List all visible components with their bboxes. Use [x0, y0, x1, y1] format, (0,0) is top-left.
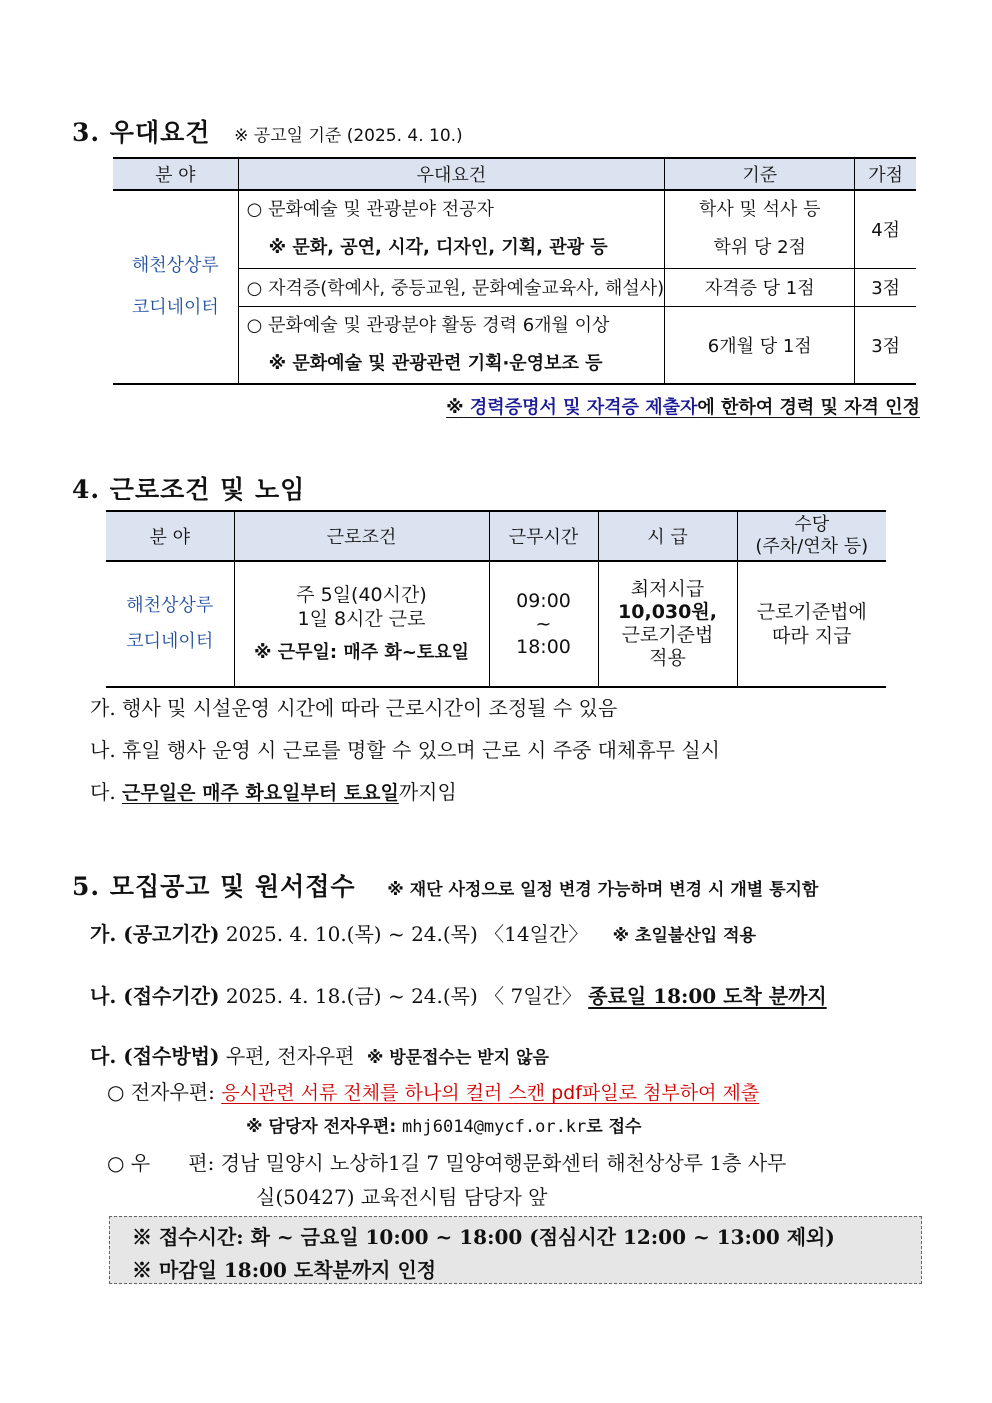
- standard-cell: 6개월 당 1점: [665, 306, 855, 384]
- receipt-period-label: 나. (접수기간): [90, 984, 220, 1008]
- wage-line-1: 최저시급: [630, 578, 705, 600]
- wage-line-3: 근로기준법: [621, 624, 714, 646]
- reception-time-box: [109, 1216, 922, 1284]
- standard-cell: [665, 190, 855, 268]
- footnote-text: 에 한하여 경력 및 자격 인정: [697, 397, 920, 418]
- preference-table: [113, 157, 916, 385]
- allowance-line-2: 따라 지급: [772, 625, 852, 647]
- table-header-row: [106, 511, 886, 561]
- preference-footnote: [446, 393, 920, 419]
- wage-amount: 10,030원,: [618, 601, 717, 623]
- standard-cell: 자격증 당 1점: [665, 268, 855, 306]
- receipt-method-note: ※ 방문접수는 받지 않음: [366, 1048, 549, 1068]
- work-condition-table: [106, 510, 886, 688]
- points-cell: 3점: [855, 268, 916, 306]
- email-note-prefix: ※ 담당자 전자우편:: [246, 1117, 403, 1137]
- receipt-method-text: 우편, 전자우편: [225, 1044, 355, 1068]
- requirement-text: ○ 문화예술 및 관광분야 전공자: [246, 199, 494, 221]
- condition-cell: [234, 561, 489, 687]
- receipt-period-deadline: 종료일 18:00 도착 분까지: [588, 984, 827, 1008]
- hours-sep: ~: [535, 612, 552, 635]
- standard-line-2: 학위 당 2점: [713, 237, 806, 259]
- table-row: [106, 561, 886, 687]
- header-allowance: [737, 511, 886, 561]
- field-line-2: 코디네이터: [131, 296, 219, 318]
- section-5-note: ※ 재단 사정으로 일정 변경 가능하며 변경 시 개별 통지함: [387, 880, 819, 900]
- item-da-bold: 근무일은 매주 화요일부터 토요일: [122, 782, 399, 804]
- condition-item-da: [90, 776, 457, 805]
- hours-cell: [489, 561, 598, 687]
- section-5-heading: [72, 867, 818, 903]
- condition-item-na: 나. 휴일 행사 운영 시 근로를 명할 수 있으며 근로 시 주중 대체휴무 실시: [90, 738, 720, 762]
- header-points: 가점: [855, 158, 916, 190]
- field-cell: [113, 190, 238, 384]
- email-contact: [246, 1112, 641, 1137]
- notice-period-label: 가. (공고기간): [90, 922, 220, 946]
- hours-end: 18:00: [516, 635, 571, 658]
- section-5-title: 5. 모집공고 및 원서접수: [72, 872, 356, 901]
- section-3-heading: [72, 113, 463, 149]
- standard-line-1: 학사 및 석사 등: [698, 199, 821, 221]
- item-da-prefix: 다.: [90, 780, 123, 804]
- email-address: mhj6014@mycf.or.kr: [402, 1117, 587, 1137]
- header-field: 분 야: [113, 158, 238, 190]
- post-label: ○ 우 편:: [107, 1151, 215, 1175]
- wage-line-4: 적용: [649, 647, 686, 669]
- receipt-period: [90, 980, 827, 1009]
- email-method: [107, 1076, 759, 1105]
- footnote-mark: ※: [446, 397, 464, 418]
- deadline-note: ※ 마감일 18:00 도착분까지 인정: [132, 1258, 437, 1282]
- field-line-2: 코디네이터: [126, 631, 214, 652]
- header-allowance-line-1: 수당: [794, 514, 830, 535]
- requirement-cell: [238, 306, 665, 384]
- field-cell: [106, 561, 234, 687]
- requirement-cell: [238, 190, 665, 268]
- notice-period-text: 2025. 4. 10.(목) ~ 24.(목) 〈14일간〉: [225, 922, 589, 946]
- header-standard: 기준: [665, 158, 855, 190]
- allowance-cell: [737, 561, 886, 687]
- field-line-1: 해천상상루: [131, 254, 219, 276]
- email-instruction: 응시관련 서류 전체를 하나의 컬러 스캔 pdf파일로 첨부하여 제출: [221, 1082, 760, 1104]
- footnote-highlight: 경력증명서 및 자격증 제출자: [469, 397, 698, 418]
- requirement-cell: ○ 자격증(학예사, 중등교원, 문화예술교육사, 해설사): [238, 268, 665, 306]
- notice-period-note: ※ 초일불산입 적용: [612, 926, 756, 946]
- hours-start: 09:00: [516, 589, 571, 612]
- notice-period: [90, 918, 756, 947]
- header-condition: 근로조건: [234, 511, 489, 561]
- condition-note: ※ 근무일: 매주 화~토요일: [253, 642, 470, 663]
- condition-line-1: 주 5일(40시간): [296, 584, 427, 606]
- section-4-title: 4. 근로조건 및 노임: [72, 475, 306, 504]
- receipt-method-label: 다. (접수방법): [90, 1044, 220, 1068]
- table-row: [113, 190, 916, 268]
- receipt-method: [90, 1040, 549, 1069]
- points-cell: 4점: [855, 190, 916, 268]
- reception-time-note: ※ 접수시간: 화 ~ 금요일 10:00 ~ 18:00 (점심시간 12:00 ~ 13:00 제외): [132, 1225, 835, 1249]
- receipt-period-text: 2025. 4. 18.(금) ~ 24.(목) 〈 7일간〉: [225, 984, 582, 1008]
- section-3-note: ※ 공고일 기준 (2025. 4. 10.): [234, 126, 463, 146]
- header-allowance-line-2: (주차/연차 등): [755, 536, 869, 557]
- table-header-row: [113, 158, 916, 190]
- email-label: ○ 전자우편:: [107, 1080, 215, 1104]
- points-cell: 3점: [855, 306, 916, 384]
- header-hours: 근무시간: [489, 511, 598, 561]
- allowance-line-1: 근로기준법에: [756, 601, 867, 623]
- post-address-line-1: 경남 밀양시 노상하1길 7 밀양여행문화센터 해천상상루 1층 사무: [220, 1151, 787, 1175]
- requirement-sub: ※ 문화, 공연, 시각, 디자인, 기획, 관광 등: [268, 237, 608, 259]
- item-da-rest: 까지임: [398, 780, 457, 804]
- requirement-text: ○ 문화예술 및 관광분야 활동 경력 6개월 이상: [246, 314, 610, 336]
- header-field: 분 야: [106, 511, 234, 561]
- field-line-1: 해천상상루: [126, 595, 214, 616]
- condition-item-ga: 가. 행사 및 시설운영 시간에 따라 근로시간이 조정될 수 있음: [90, 696, 618, 720]
- requirement-sub: ※ 문화예술 및 관광관련 기획·운영보조 등: [268, 352, 603, 374]
- post-method: [107, 1147, 786, 1176]
- post-address-line-2: 실(50427) 교육전시팀 담당자 앞: [256, 1185, 548, 1209]
- email-note-suffix: 로 접수: [586, 1117, 642, 1137]
- wage-cell: [598, 561, 737, 687]
- header-requirement: 우대요건: [238, 158, 665, 190]
- section-3-title: 3. 우대요건: [72, 118, 211, 147]
- condition-line-2: 1일 8시간 근로: [297, 608, 426, 630]
- header-wage: 시 급: [598, 511, 737, 561]
